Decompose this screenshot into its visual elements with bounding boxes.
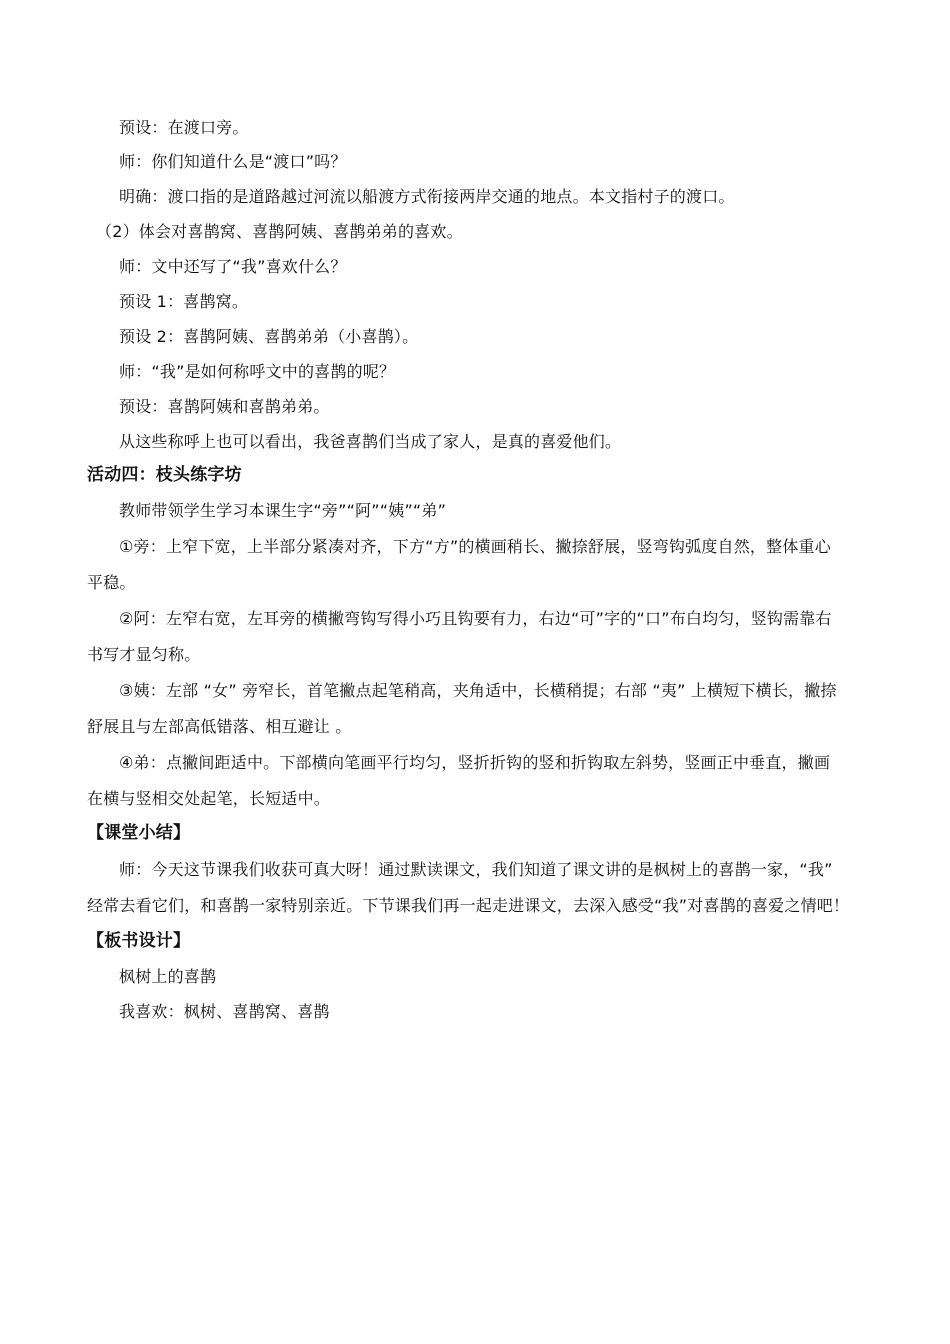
teacher-question-ferry: 师：你们知道什么是“渡口”吗？ <box>119 152 347 171</box>
teacher-question-likes: 师：文中还写了“我”喜欢什么？ <box>119 257 347 276</box>
preset-address: 预设：喜鹊阿姨和喜鹊弟弟。 <box>119 397 330 416</box>
board-design-heading: 【板书设计】 <box>87 931 191 951</box>
conclusion-text: 从这些称呼上也可以看出，我爸喜鹊们当成了家人，是真的喜爱他们。 <box>119 432 622 451</box>
char-di-line2: 在横与竖相交处起笔，长短适中。 <box>87 789 331 808</box>
activity4-heading: 活动四：枝头练字坊 <box>87 465 242 485</box>
summary-text-line2: 经常去看它们，和喜鹊一家特别亲近。下节课我们再一起走进课文，去深入感受“我”对喜鹊的喜爱之情吧！ <box>87 896 850 915</box>
char-pang-line1: ①旁：上窄下宽，上半部分紧凑对齐，下方“方”的横画稍长、撇捺舒展，竖弯钩弧度自然，整体重心 <box>119 537 831 556</box>
char-a-line1: ②阿：左窄右宽，左耳旁的横撇弯钩写得小巧且钩要有力，右边“可”字的“口”布白均匀，竖钩需靠右 <box>119 609 832 628</box>
clarify-ferry-definition: 明确：渡口指的是道路越过河流以船渡方式衔接两岸交通的地点。本文指村子的渡口。 <box>119 187 735 206</box>
board-content: 我喜欢：枫树、喜鹊窝、喜鹊 <box>119 1002 330 1021</box>
char-di-line1: ④弟：点撇间距适中。下部横向笔画平行均匀，竖折折钩的竖和折钩取左斜势，竖画正中垂直，撇画 <box>119 753 831 772</box>
preset-1: 预设 1：喜鹊窝。 <box>119 292 249 311</box>
char-yi-line2: 舒展且与左部高低错落、相互避让 。 <box>87 717 352 736</box>
preset-2: 预设 2：喜鹊阿姨、喜鹊弟弟（小喜鹊）。 <box>119 327 419 346</box>
teacher-question-address: 师：“我”是如何称呼文中的喜鹊的呢？ <box>119 362 396 381</box>
char-pang-line2: 平稳。 <box>87 573 136 592</box>
char-yi-line1: ③姨：左部 “女” 旁窄长，首笔撇点起笔稍高，夹角适中，长横稍提；右部 “夷” 上横短下横长，撇捺 <box>119 681 837 700</box>
summary-text-line1: 师：今天这节课我们收获可真大呀！通过默读课文，我们知道了课文讲的是枫树上的喜鹊一家，“我” <box>119 860 833 879</box>
summary-heading: 【课堂小结】 <box>87 823 191 843</box>
preset-ferry-location: 预设：在渡口旁。 <box>119 118 249 137</box>
char-a-line2: 书写才显匀称。 <box>87 645 201 664</box>
activity4-intro: 教师带领学生学习本课生字“旁”“阿”“姨”“弟” <box>119 501 447 520</box>
subsection-2-title: （2）体会对喜鹊窝、喜鹊阿姨、喜鹊弟弟的喜欢。 <box>96 222 463 241</box>
board-title: 枫树上的喜鹊 <box>119 967 217 986</box>
